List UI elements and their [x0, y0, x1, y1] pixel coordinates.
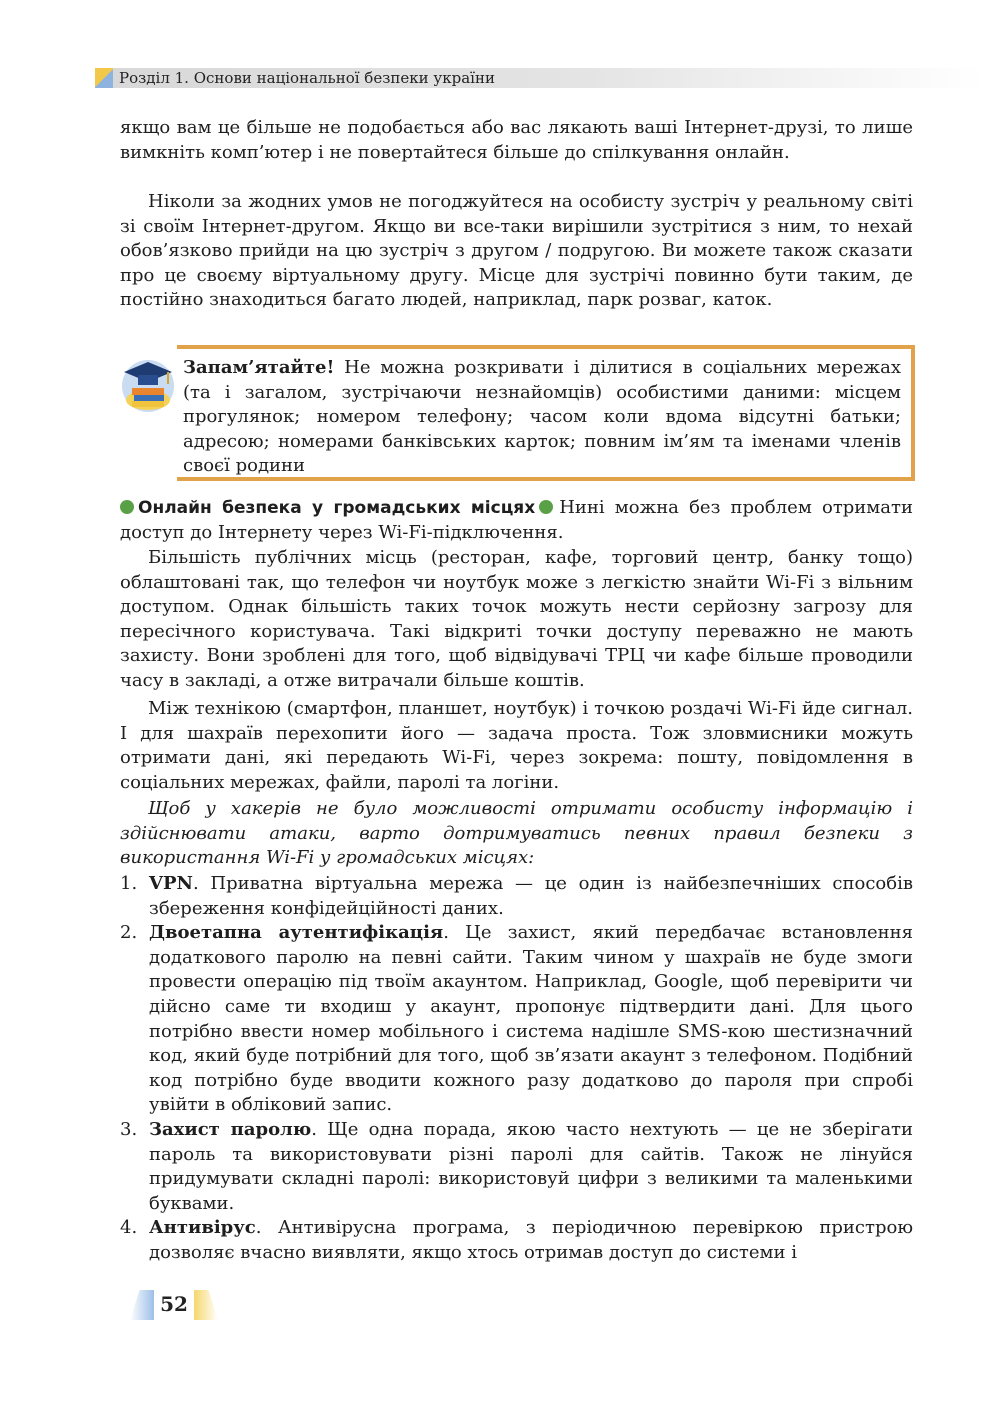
list-item: 1. VPN. Приватна віртуальна мережа — це один із найбезпечніших способів збереження конфідейційності даних. [120, 873, 913, 919]
page-number-right-accent [194, 1290, 218, 1320]
memo-text [183, 356, 901, 479]
paragraph-signal-interception: Між технікою (смартфон, планшет, ноутбук) і точкою роздачі Wi-Fi йде сигнал. І для шахраїв перехопити його — задача проста. Тож зловмисники можуть отримати дані, які передають Wi-Fi, через зокрема: пошту, повідомлення в соціальних мережах, файли, паролі та логіни. [120, 698, 913, 793]
safety-rules-list [120, 872, 913, 1266]
list-item: 4. Антивірус. Антивірусна програма, з періодичною перевіркою пристрою дозволяє вчасно виявляти, якщо хтось отримав доступ до системи і [120, 1217, 913, 1263]
paragraph-safety-rules-intro: Щоб у хакерів не було можливості отримати особисту інформацію і здійснювати атаки, варто дотримуватись певних правил безпеки з використання Wi-Fi у громадських місцях: [120, 798, 913, 869]
paragraph-continuation: якщо вам це більше не подобається або вас лякають ваші Інтернет-друзі, то лише вимкніть комп’ютер і не повертайтеся більше до спілкування онлайн. [120, 117, 913, 163]
running-header-title: Розділ 1. Основи національної безпеки україни [119, 69, 495, 87]
section-intro-text: Нині можна без проблем отримати доступ до Інтернету через Wi-Fi-підключення. [120, 497, 913, 543]
paragraph-meeting-warning: Ніколи за жодних умов не погоджуйтеся на особисту зустріч у реальному світі зі своїм Інтернет-другом. Якщо ви все-таки вирішили зустрітися з ним, то нехай обов’язково прийди на цю зустріч з другом / подругою. Ви можете також сказати про це своєму віртуальному другу. Місце для зустрічі повинно бути таким, де постійно знаходиться багато людей, наприклад, парк розваг, каток. [120, 191, 913, 311]
list-item: 2. Двоетапна аутентифікація. Це захист, який передбачає встановлення додаткового паролю на певні сайти. Таким чином у шахраїв не буде змоги провести операцію під твоїм акаунтом. Наприклад, Google, щоб перевірити чи дійсно саме ти входиш у акаунт, пропонує підтвердити дані. Для цього потрібно ввести номер мобільного і система надішле SMS-кою шестизначний код, який буде потрібний для того, щоб зв’язати акаунт з телефоном. Подібний код потрібно буде вводити кожного разу додатково до пароля при спробі увійти в обліковий запис. [120, 922, 914, 1116]
green-bullet-icon [120, 500, 134, 514]
page-number-left-accent [130, 1290, 154, 1320]
memo-body: Не можна розкривати і ділитися в соціальних мережах (та і загалом, зустрічаючи незнайомців) особистими даними: місцем прогулянок; номером телефону; часом коли вдома відсутні батьки; адресою; номерами банківських карток; повним ім’ям та іменами членів своєї родини [183, 357, 901, 477]
graduation-cap-books-icon [118, 350, 178, 416]
list-item: 3. Захист паролю. Ще одна порада, якою часто нехтують — це не зберігати пароль та використовувати різні паролі для сайтів. Також не лінуйся придумувати складні паролі: використовуй цифри з великими та маленькими буквами. [120, 1118, 914, 1214]
green-bullet-icon [539, 500, 553, 514]
memo-label: Запам’ятайте! [183, 357, 335, 378]
page-number-badge [130, 1286, 218, 1322]
header-corner-mark [95, 68, 113, 88]
page-number: 52 [160, 1292, 188, 1316]
section-title: Онлайн безпека у громадських місцях [138, 498, 536, 518]
section-intro [120, 496, 913, 545]
paragraph-public-wifi: Більшість публічних місць (ресторан, кафе, торговий центр, банку тощо) облаштовані так, що телефон чи ноутбук може з легкістю знайти Wi-Fi з вільним доступом. Однак більшість таких точок можуть нести серйозну загрозу для пересічного користувача. Такі відкриті точки доступу переважно не мають захисту. Вони зроблені для того, щоб відвідувачі ТРЦ чи кафе більше проводили часу в закладі, а отже витрачали більше коштів. [120, 547, 913, 691]
